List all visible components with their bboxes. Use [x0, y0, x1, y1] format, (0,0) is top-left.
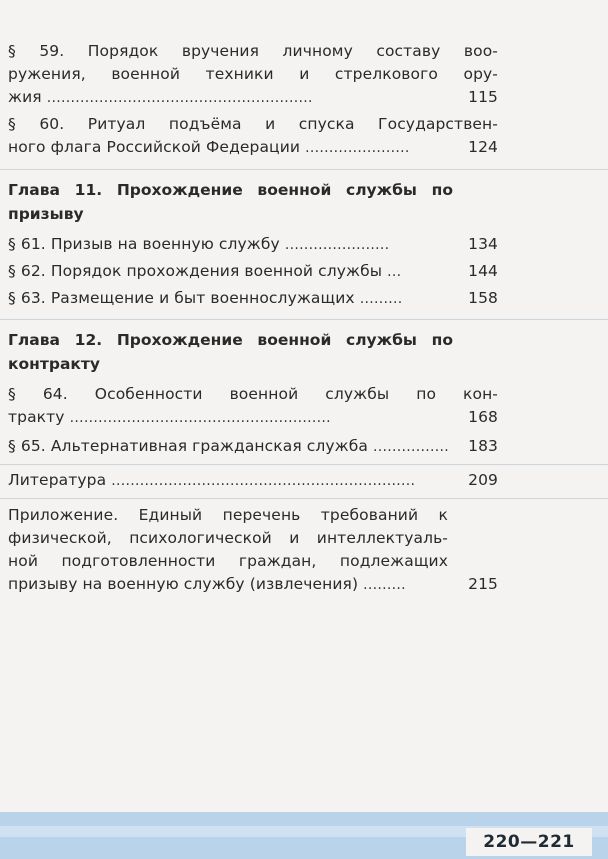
chapter-title: призыву [8, 205, 84, 223]
chapter-heading-11 [8, 178, 453, 226]
divider [0, 464, 608, 465]
toc-entry-text: § 62. Порядок прохождения военной службы [8, 262, 383, 280]
divider [0, 498, 608, 499]
chapter-heading-12 [8, 328, 453, 376]
dot-leader: ......... [363, 577, 406, 593]
toc-page-number: 134 [468, 235, 498, 253]
dot-leader: ... [387, 264, 402, 280]
dot-leader: ...................... [284, 237, 390, 253]
divider [0, 319, 608, 320]
toc-page-number: 183 [468, 437, 498, 455]
dot-leader: ........................................................ [46, 90, 313, 106]
dot-leader: ....................................................... [69, 410, 331, 426]
toc-entry-text: Литература [8, 471, 107, 489]
toc-entry-text: Приложение. Единый перечень требований к [8, 506, 448, 524]
toc-entry-62 [8, 260, 498, 283]
toc-entry-text: § 63. Размещение и быт военнослужащих [8, 289, 355, 307]
toc-entry-60 [8, 113, 498, 159]
toc-page-number: 144 [468, 262, 498, 280]
divider [0, 169, 608, 170]
chapter-title: Глава 12. Прохождение военной службы по [8, 331, 453, 349]
toc-entry-appendix [8, 504, 498, 596]
toc-entry-literature [8, 469, 498, 492]
toc-entry-text: § 60. Ритуал подъёма и спуска Государствен- [8, 115, 498, 133]
page-numbers: 220—221 [466, 828, 592, 856]
footer-band [0, 812, 608, 826]
toc-entry-65 [8, 435, 498, 458]
toc-entry-64 [8, 383, 498, 429]
toc-entry-text: жия [8, 88, 42, 106]
toc-page-number: 168 [468, 408, 498, 426]
toc-entry-text: ной подготовленности граждан, подлежащих [8, 552, 448, 570]
toc-entry-59 [8, 40, 498, 109]
toc-entry-text: физической, психологической и интеллектуаль- [8, 529, 448, 547]
toc-entry-text: § 65. Альтернативная гражданская служба [8, 437, 369, 455]
toc-entry-text: призыву на военную службу (извлечения) [8, 575, 359, 593]
toc-entry-text: § 59. Порядок вручения личному составу воо- [8, 42, 498, 60]
toc-page-number: 209 [468, 471, 498, 489]
dot-leader: ......... [359, 291, 403, 307]
toc-page-number: 115 [468, 88, 498, 106]
chapter-title: Глава 11. Прохождение военной службы по [8, 181, 453, 199]
toc-entry-text: ного флага Российской Федерации [8, 138, 301, 156]
toc-page-number: 158 [468, 289, 498, 307]
toc-entry-61 [8, 233, 498, 256]
chapter-title: контракту [8, 355, 101, 373]
page-footer [0, 812, 608, 859]
toc-entry-text: § 64. Особенности военной службы по кон- [8, 385, 498, 403]
toc-page-number: 215 [468, 575, 498, 593]
toc-entry-63 [8, 287, 498, 310]
dot-leader: ................ [373, 439, 450, 455]
dot-leader: ...................... [305, 140, 410, 156]
toc-entry-text: ружения, военной техники и стрелкового ору- [8, 65, 498, 83]
toc-page-number: 124 [468, 138, 498, 156]
dot-leader: ................................................................ [111, 473, 416, 489]
toc-entry-text: тракту [8, 408, 65, 426]
toc-entry-text: § 61. Призыв на военную службу [8, 235, 280, 253]
